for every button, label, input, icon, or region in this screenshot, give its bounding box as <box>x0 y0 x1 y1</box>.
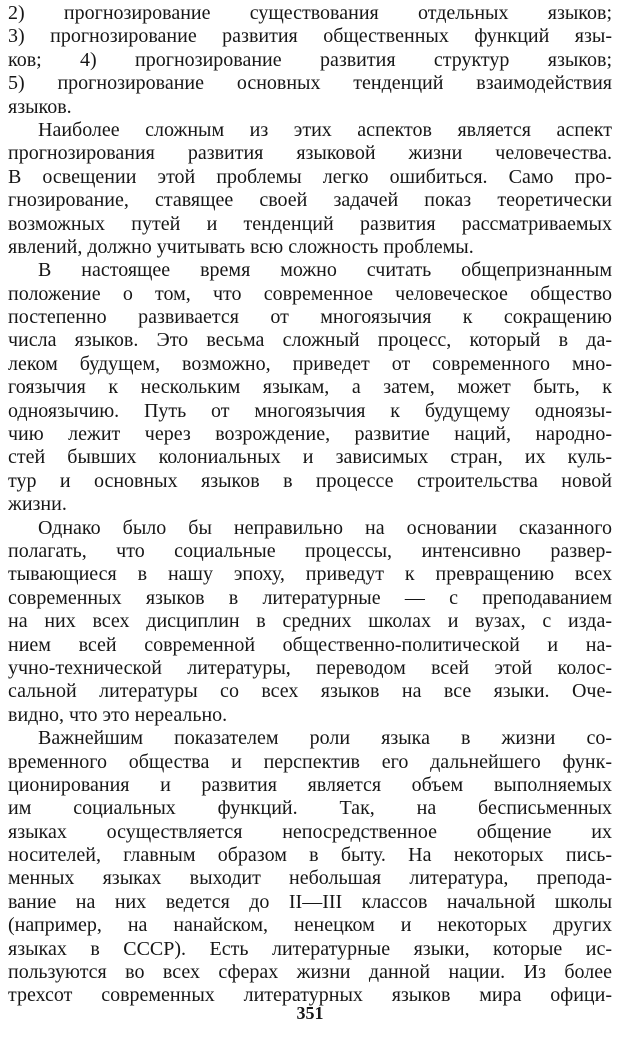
text-line: Важнейшим показателем роли языка в жизни со- <box>38 727 612 750</box>
text-line: языков. <box>8 95 72 118</box>
text-line: 2) прогнозирование существования отдельных языков; <box>8 2 612 24</box>
text-line: вание на них ведется до II—III классов начальной школы <box>8 890 612 913</box>
text-line: учно-технической литературы, переводом всей этой колос- <box>8 656 612 679</box>
text-line: трехсот современных литературных языков мира офици- <box>8 984 612 1007</box>
text-line: языках осуществляется непосредственное общение их <box>8 820 612 843</box>
text-line: сальной литературы со всех языков на все языки. Оче- <box>8 680 612 703</box>
text-line: видно, что это нереально. <box>8 703 228 726</box>
paragraph <box>8 727 612 1008</box>
text-line: (например, на нанайском, ненецком и некоторых других <box>8 914 612 937</box>
text-line: В настоящее время можно считать общепризнанным <box>38 259 612 282</box>
book-page <box>8 0 612 1045</box>
text-line: явлений, должно учитывать всю сложность проблемы. <box>8 235 474 258</box>
text-line: носителей, главным образом в быту. На некоторых пись- <box>8 844 612 867</box>
paragraph <box>8 2 612 119</box>
text-line: языках в СССР). Есть литературные языки, которые ис- <box>8 937 612 960</box>
text-line: В освещении этой проблемы легко ошибиться. Само про- <box>8 165 612 188</box>
text-line: временного общества и перспектив его дальнейшего функ- <box>8 750 612 773</box>
text-line: ционирования и развития является объем выполняемых <box>8 773 612 796</box>
paragraph <box>8 119 612 259</box>
text-line: 3) прогнозирование развития общественных функций язы- <box>8 25 612 48</box>
text-line: гнозирование, ставящее своей задачей показ теоретически <box>8 189 612 212</box>
text-line: леком будущем, возможно, приведет от современного мно- <box>8 352 612 375</box>
text-line: полагать, что социальные процессы, интенсивно развер- <box>8 539 612 562</box>
paragraph <box>8 517 612 728</box>
text-line: жизни. <box>8 493 67 516</box>
text-line: им социальных функций. Так, на бесписьменных <box>8 797 612 820</box>
text-line: 5) прогнозирование основных тенденций взаимодействия <box>8 72 612 95</box>
text-line: тывающиеся в нашу эпоху, приведут к превращению всех <box>8 563 612 586</box>
text-line: современных языков в литературные — с преподаванием <box>8 586 612 609</box>
body-text <box>8 2 612 1008</box>
text-line: прогнозирования развития языковой жизни человечества. <box>8 142 612 165</box>
text-line: ков; 4) прогнозирование развития структур языков; <box>8 48 612 71</box>
text-line: положение о том, что современное человеческое общество <box>8 282 612 305</box>
text-line: постепенно развивается от многоязычия к сокращению <box>8 306 612 329</box>
text-line: пользуются во всех сферах жизни данной нации. Из более <box>8 961 612 984</box>
text-line: возможных путей и тенденций развития рассматриваемых <box>8 212 612 235</box>
page-number: 351 <box>296 1003 324 1023</box>
text-line: Однако было бы неправильно на основании сказанного <box>38 516 612 539</box>
text-line: чию лежит через возрождение, развитие наций, народно- <box>8 423 612 446</box>
text-line: нием всей современной общественно-политической и на- <box>8 633 612 656</box>
text-line: Наиболее сложным из этих аспектов является аспект <box>38 118 612 141</box>
text-line: менных языках выходит небольшая литература, препода- <box>8 867 612 890</box>
text-line: числа языков. Это весьма сложный процесс, который в да- <box>8 329 612 352</box>
text-line: на них всех дисциплин в средних школах и вузах, с изда- <box>8 610 612 633</box>
text-line: гоязычия к нескольким языкам, а затем, может быть, к <box>8 376 612 399</box>
paragraph <box>8 259 612 516</box>
text-line: стей бывших колониальных и зависимых стран, их куль- <box>8 446 612 469</box>
text-line: тур и основных языков в процессе строительства новой <box>8 469 612 492</box>
text-line: одноязычию. Путь от многоязычия к будущему одноязы- <box>8 399 612 422</box>
